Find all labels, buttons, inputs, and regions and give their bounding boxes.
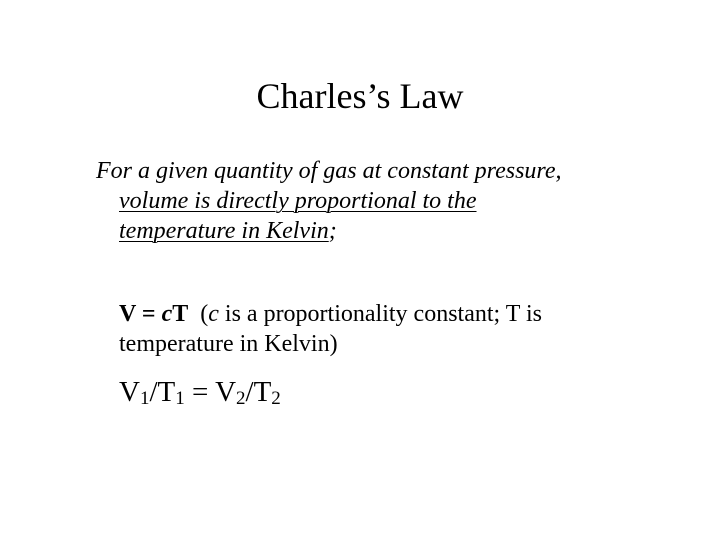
ratio-equals: = V [184,376,237,408]
equation-line-2: temperature in Kelvin) [119,331,338,357]
statement-line-3 [96,216,676,246]
ratio-equation [119,374,281,410]
statement-underline-2: temperature in Kelvin [119,218,329,244]
statement-line-1: For a given quantity of gas at constant pressure, [96,158,562,184]
note-rest-1: is a proportionality constant; T is [218,301,542,327]
equation-line-1 [119,299,679,329]
law-statement [96,156,676,246]
statement-underline-1: volume is directly proportional to the [119,188,477,214]
ratio-v1: V [119,376,140,408]
ratio-sub-1b: 1 [175,388,185,409]
statement-line-2 [96,186,676,216]
proportionality-equation [119,299,679,359]
ratio-sub-2b: 2 [271,388,281,409]
ratio-sub-2a: 2 [236,388,246,409]
statement-trailing: ; [328,218,337,244]
ratio-slash-1: /T [149,376,176,408]
ratio-sub-1a: 1 [139,388,150,409]
formula-c: c [161,301,173,327]
slide-title: Charles’s Law [256,76,464,116]
ratio-slash-2: /T [245,376,272,408]
formula-t: T [172,301,189,327]
note-open: ( [188,301,209,327]
formula-v: V = [119,301,162,327]
note-c: c [208,301,219,327]
